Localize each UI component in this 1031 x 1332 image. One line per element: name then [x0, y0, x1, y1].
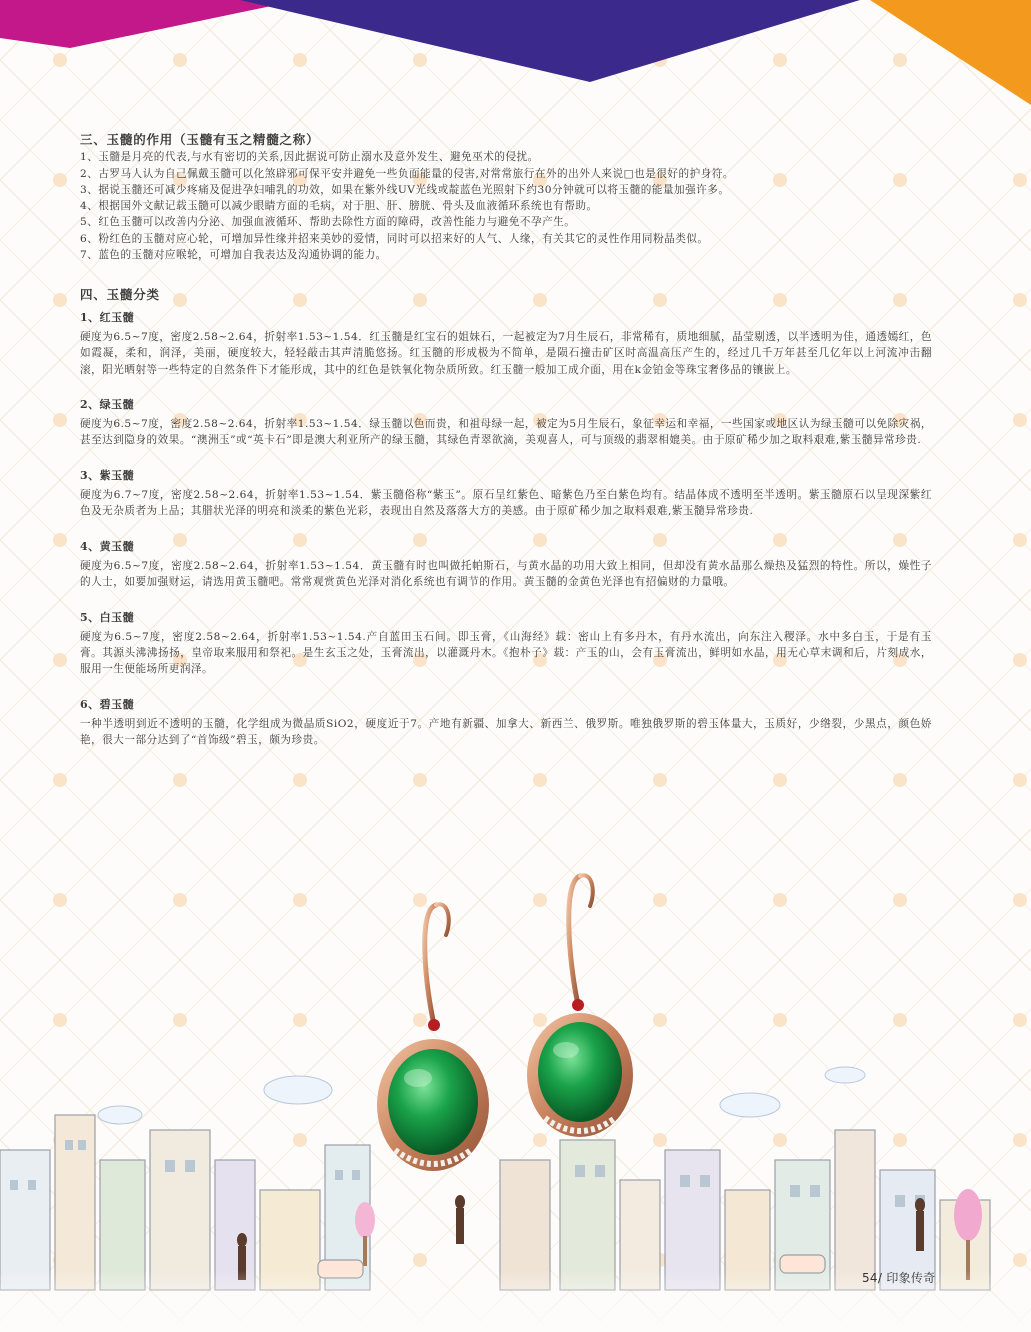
- effects-item: 3、据说玉髓还可减少疼痛及促进孕妇哺乳的功效，如果在紫外线UV光线或靛蓝色光照射下约30分钟就可以将玉髓的能量加强许多。: [80, 183, 730, 196]
- type-yellow-chalcedony: [80, 539, 932, 591]
- effects-item: 5、红色玉髓可以改善内分泌、加强血液循环、帮助去除性方面的障碍，改善性能力与避免不孕产生。: [80, 216, 576, 229]
- type-description: 一种半透明到近不透明的玉髓，化学组成为微晶质SiO2，硬度近于7。产地有新疆、加拿大、新西兰、俄罗斯。唯独俄罗斯的碧玉体量大，玉质好，少绺裂，少黑点，颜色娇艳，很大一部分达到了“首饰级”碧玉，颇为珍贵。: [80, 718, 932, 747]
- section-classification: [80, 287, 932, 748]
- type-heading: 2、绿玉髓: [80, 397, 135, 411]
- type-heading: 1、红玉髓: [80, 310, 135, 324]
- effects-item: 7、蓝色的玉髓对应喉轮，可增加自我表达及沟通协调的能力。: [80, 249, 387, 262]
- banner-purple-shape: [240, 0, 860, 82]
- section-title-effects: 三、玉髓的作用（玉髓有玉之精髓之称）: [80, 132, 320, 147]
- type-heading: 5、白玉髓: [80, 610, 135, 624]
- type-red-chalcedony: [80, 310, 932, 378]
- type-jasper-chalcedony: [80, 697, 932, 749]
- effects-list: [80, 149, 932, 263]
- jade-earring-left: [377, 904, 489, 1171]
- cityscape-earrings-illustration: [0, 860, 1031, 1332]
- effects-item: 6、粉红色的玉髓对应心轮，可增加异性缘并招来美妙的爱情，同时可以招来好的人气、人缘，有关其它的灵性作用同粉晶类似。: [80, 232, 709, 245]
- jade-earring-right: [527, 875, 633, 1137]
- top-banner: [0, 0, 1031, 110]
- type-heading: 3、紫玉髓: [80, 468, 135, 482]
- type-green-chalcedony: [80, 397, 932, 449]
- type-white-chalcedony: [80, 610, 932, 678]
- banner-orange-shape: [870, 0, 1031, 105]
- effects-item: 4、根据国外文献记载玉髓可以减少眼睛方面的毛病，对于胆、肝、膀胱、骨头及血液循环系统也有帮助。: [80, 200, 598, 213]
- effects-item: 2、古罗马人认为自己佩戴玉髓可以化煞辟邪可保平安并避免一些负面能量的侵害,对常常旅行在外的出外人来说□也是很好的护身符。: [80, 167, 734, 180]
- banner-magenta-shape: [0, 0, 300, 48]
- city-buildings: [0, 1115, 990, 1290]
- effects-item: 1、玉髓是月亮的代表,与水有密切的关系,因此据说可防止溺水及意外发生、避免巫术的侵扰。: [80, 151, 539, 164]
- page-number: 54/ 印象传奇: [862, 1271, 936, 1285]
- type-description: 硬度为6.5~7度，密度2.58~2.64，折射率1.53~1.54．红玉髓是红宝石的姐妹石，一起被定为7月生辰石，非常稀有，质地细腻，晶莹剔透，以半透明为佳，通透嫣红，色如霞凝，柔和，润泽，美丽，硬度较大，轻轻敲击其声清脆悠扬。红玉髓的形成极为不简单，是陨石撞击矿区时高温高压产生的，经过几千万年甚至几亿年以上河流冲击翻滚，阳光晒射等一些特定的自然条件下才能形成，其中的红色是铁氧化物杂质所致。红玉髓一般加工成介面，用在k金铂金等珠宝奢侈品的镶嵌上。: [80, 330, 932, 376]
- article-content: [80, 132, 932, 768]
- type-description: 硬度为6.7~7度，密度2.58~2.64，折射率1.53~1.54．紫玉髓俗称“紫玉”。原石呈红紫色、暗紫色乃至白紫色均有。结晶体成不透明至半透明。紫玉髓原石以呈现深紫红色及无杂质者为上品；其腊状光泽的明亮和淡柔的紫色光彩，表现出自然及落落大方的美感。由于原矿稀少加之取料艰难,紫玉髓异常珍贵.: [80, 489, 932, 518]
- type-description: 硬度为6.5~7度，密度2.58~2.64，折射率1.53~1.54.产自蓝田玉石间。即玉膏，《山海经》载：密山上有多丹木，有丹水流出，向东注入稷泽。水中多白玉，于是有玉膏。其源头沸沸扬扬，皇帝取来服用和祭祀。是生玄玉之处，玉膏流出，以灌溉丹木。《抱朴子》载：产玉的山，会有玉膏流出，鲜明如水晶，用无心草末调和后，片刻成水，服用一生便能场所更润泽。: [80, 630, 932, 676]
- type-purple-chalcedony: [80, 468, 932, 520]
- type-description: 硬度为6.5~7度，密度2.58~2.64，折射率1.53~1.54．绿玉髓以色而贵，和祖母绿一起，被定为5月生辰石，象征幸运和幸福，一些国家或地区认为绿玉髓可以免除灾祸，甚至达到隐身的效果。“澳洲玉”或“英卡石”即是澳大利亚所产的绿玉髓，其绿色青翠欲滴，美观喜人，可与顶级的翡翠相媲美。由于原矿稀少加之取料艰难,紫玉髓异常珍贵.: [80, 418, 932, 447]
- type-description: 硬度为6.5~7度，密度2.58~2.64，折射率1.53~1.54．黄玉髓有时也叫做托帕斯石，与黄水晶的功用大致上相同，但却没有黄水晶那么燥热及猛烈的特性。所以，燥性子的人士，如要加强财运，请选用黄玉髓吧。常常观赏黄色光泽对消化系统也有调节的作用。黄玉髓的金黄色光泽也有招偏财的力量哦。: [80, 559, 932, 589]
- type-heading: 4、黄玉髓: [80, 539, 135, 553]
- section-effects: [80, 132, 932, 263]
- section-title-classification: 四、玉髓分类: [80, 287, 160, 303]
- type-heading: 6、碧玉髓: [80, 697, 135, 711]
